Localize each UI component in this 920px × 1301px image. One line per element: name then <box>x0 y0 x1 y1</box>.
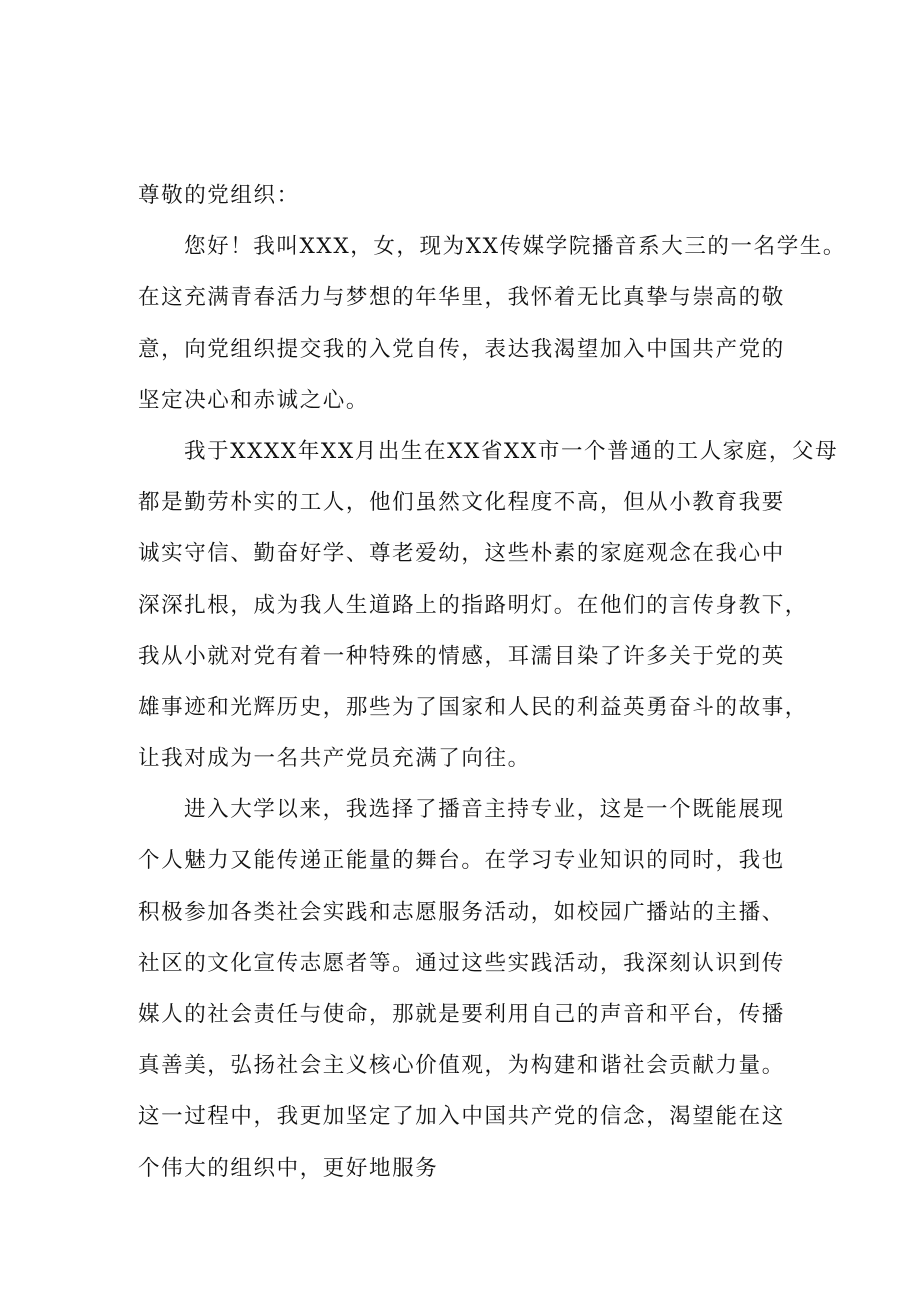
paragraph-3 <box>138 784 808 1194</box>
paragraph-line: 个伟大的组织中，更好地服务 <box>138 1155 439 1181</box>
paragraph-line: 社区的文化宣传志愿者等。通过这些实践活动，我深刻认识到传 <box>138 950 785 976</box>
paragraph-line: 个人魅力又能传递正能量的舞台。在学习专业知识的同时，我也 <box>138 848 785 874</box>
paragraph-line: 都是勤劳朴实的工人，他们虽然文化程度不高，但从小教育我要 <box>138 490 785 516</box>
paragraph-line: 在这充满青春活力与梦想的年华里，我怀着无比真挚与崇高的敬 <box>138 285 785 311</box>
paragraph-line: 进入大学以来，我选择了播音主持专业，这是一个既能展现 <box>184 797 785 823</box>
paragraph-line: 坚定决心和赤诚之心。 <box>138 387 370 413</box>
paragraph-line: 诚实守信、勤奋好学、尊老爱幼，这些朴素的家庭观念在我心中 <box>138 541 785 567</box>
paragraph-line: 真善美，弘扬社会主义核心价值观，为构建和谐社会贡献力量。 <box>138 1053 785 1079</box>
paragraph-1 <box>138 221 847 426</box>
paragraph-line: 雄事迹和光辉历史，那些为了国家和人民的利益英勇奋斗的故事， <box>138 694 808 720</box>
salutation: 尊敬的党组织： <box>138 183 300 208</box>
paragraph-line: 媒人的社会责任与使命，那就是要利用自己的声音和平台，传播 <box>138 1002 785 1027</box>
paragraph-line: 您好！我叫XXX，女，现为XX传媒学院播音系大三的一名学生。 <box>184 234 847 260</box>
document-body <box>138 170 847 1194</box>
paragraph-line: 意，向党组织提交我的入党自传，表达我渴望加入中国共产党的 <box>138 336 785 362</box>
paragraph-line: 积极参加各类社会实践和志愿服务活动，如校园广播站的主播、 <box>138 899 785 925</box>
paragraph-2 <box>138 426 839 784</box>
paragraph-line: 我于XXXX年XX月出生在XX省XX市一个普通的工人家庭，父母 <box>184 438 839 464</box>
paragraph-line: 让我对成为一名共产党员充满了向往。 <box>138 746 531 772</box>
paragraph-line: 我从小就对党有着一种特殊的情感，耳濡目染了许多关于党的英 <box>138 643 785 669</box>
paragraph-line: 这一过程中，我更加坚定了加入中国共产党的信念，渴望能在这 <box>138 1104 785 1130</box>
paragraph-line: 深深扎根，成为我人生道路上的指路明灯。在他们的言传身教下， <box>138 592 808 618</box>
